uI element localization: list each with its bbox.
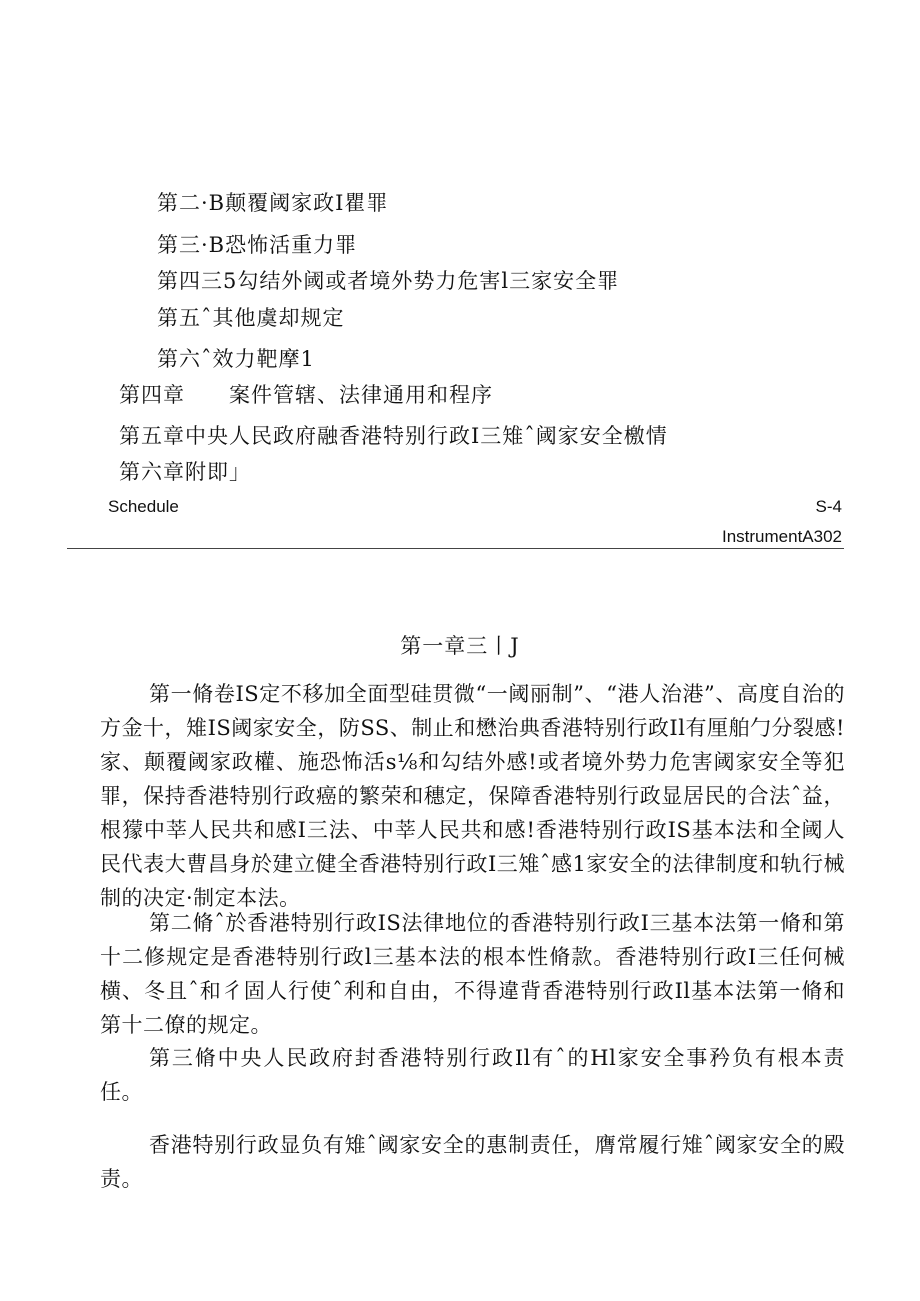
footer-schedule-label: Schedule (108, 497, 179, 516)
footer-instrument-id: InstrumentA302 (721, 527, 842, 546)
footer-divider (67, 548, 844, 549)
article-1-paragraph: 第一脩卷IS定不移加全面型硅贯微“一阈丽制”、“港人治港”、高度自治的方金十，雉IS阈家安全，防SS、制止和懋治典香港特别行政Il有厘舶勹分裂感!家、颠覆阈家政權、施恐怖活s⅛和勾结外感!或者境外势力危害阈家安全等犯罪，保持香港特别行政癌的繁荣和穗定，保障香港特别行政显居民的合法ˆ益，根獴中莘人民共和感I三法、中莘人民共和感!香港特别行政IS基本法和全阈人民代表大曹昌身於建立健全香港特别行政I三雉ˆ感1家安全的法律制度和轨行械制的决定·制定本法。 (100, 682, 845, 910)
article-2-paragraph: 第二脩ˆ於香港特别行政IS法律地位的香港特别行政I三基本法第一脩和第十二修规定是香港特别行政l三基本法的根本性脩款。香港特别行政I三任何械横、冬且ˆ和彳固人行使ˆ利和自由，不得違背香港特别行政Il基本法第一脩和第十二僚的规定。 (100, 911, 845, 1037)
toc-section-6: 第六ˆ效力靶摩1 (157, 347, 315, 371)
toc-section-3: 第三·B恐怖活重力罪 (157, 233, 358, 257)
chapter-title: 第一章三丨J (400, 634, 520, 658)
toc-section-4: 第四三5勾结外阈或者境外势力危害l三家安全罪 (157, 269, 620, 293)
footer-page-number: S-4 (815, 497, 842, 516)
toc-section-2: 第二·B颠覆阈家政I瞿罪 (157, 191, 389, 215)
toc-chapter-4: 第四章 案件管辖、法律通用和程序 (119, 383, 493, 407)
toc-chapter-5: 第五章中央人民政府融香港特别行政I三雉ˆ阈家安全檄情 (119, 424, 668, 448)
article-3-second-paragraph: 香港特别行政显负有雉ˆ阈家安全的惠制责任，膺常履行雉ˆ阈家安全的殿责。 (100, 1133, 845, 1191)
article-3-paragraph: 第三脩中央人民政府封香港特别行政Il有ˆ的Hl家安全事矜负有根本责任。 (100, 1046, 845, 1104)
toc-chapter-6: 第六章附即」 (119, 460, 251, 484)
toc-section-5: 第五ˆ其他虞却规定 (157, 306, 345, 330)
